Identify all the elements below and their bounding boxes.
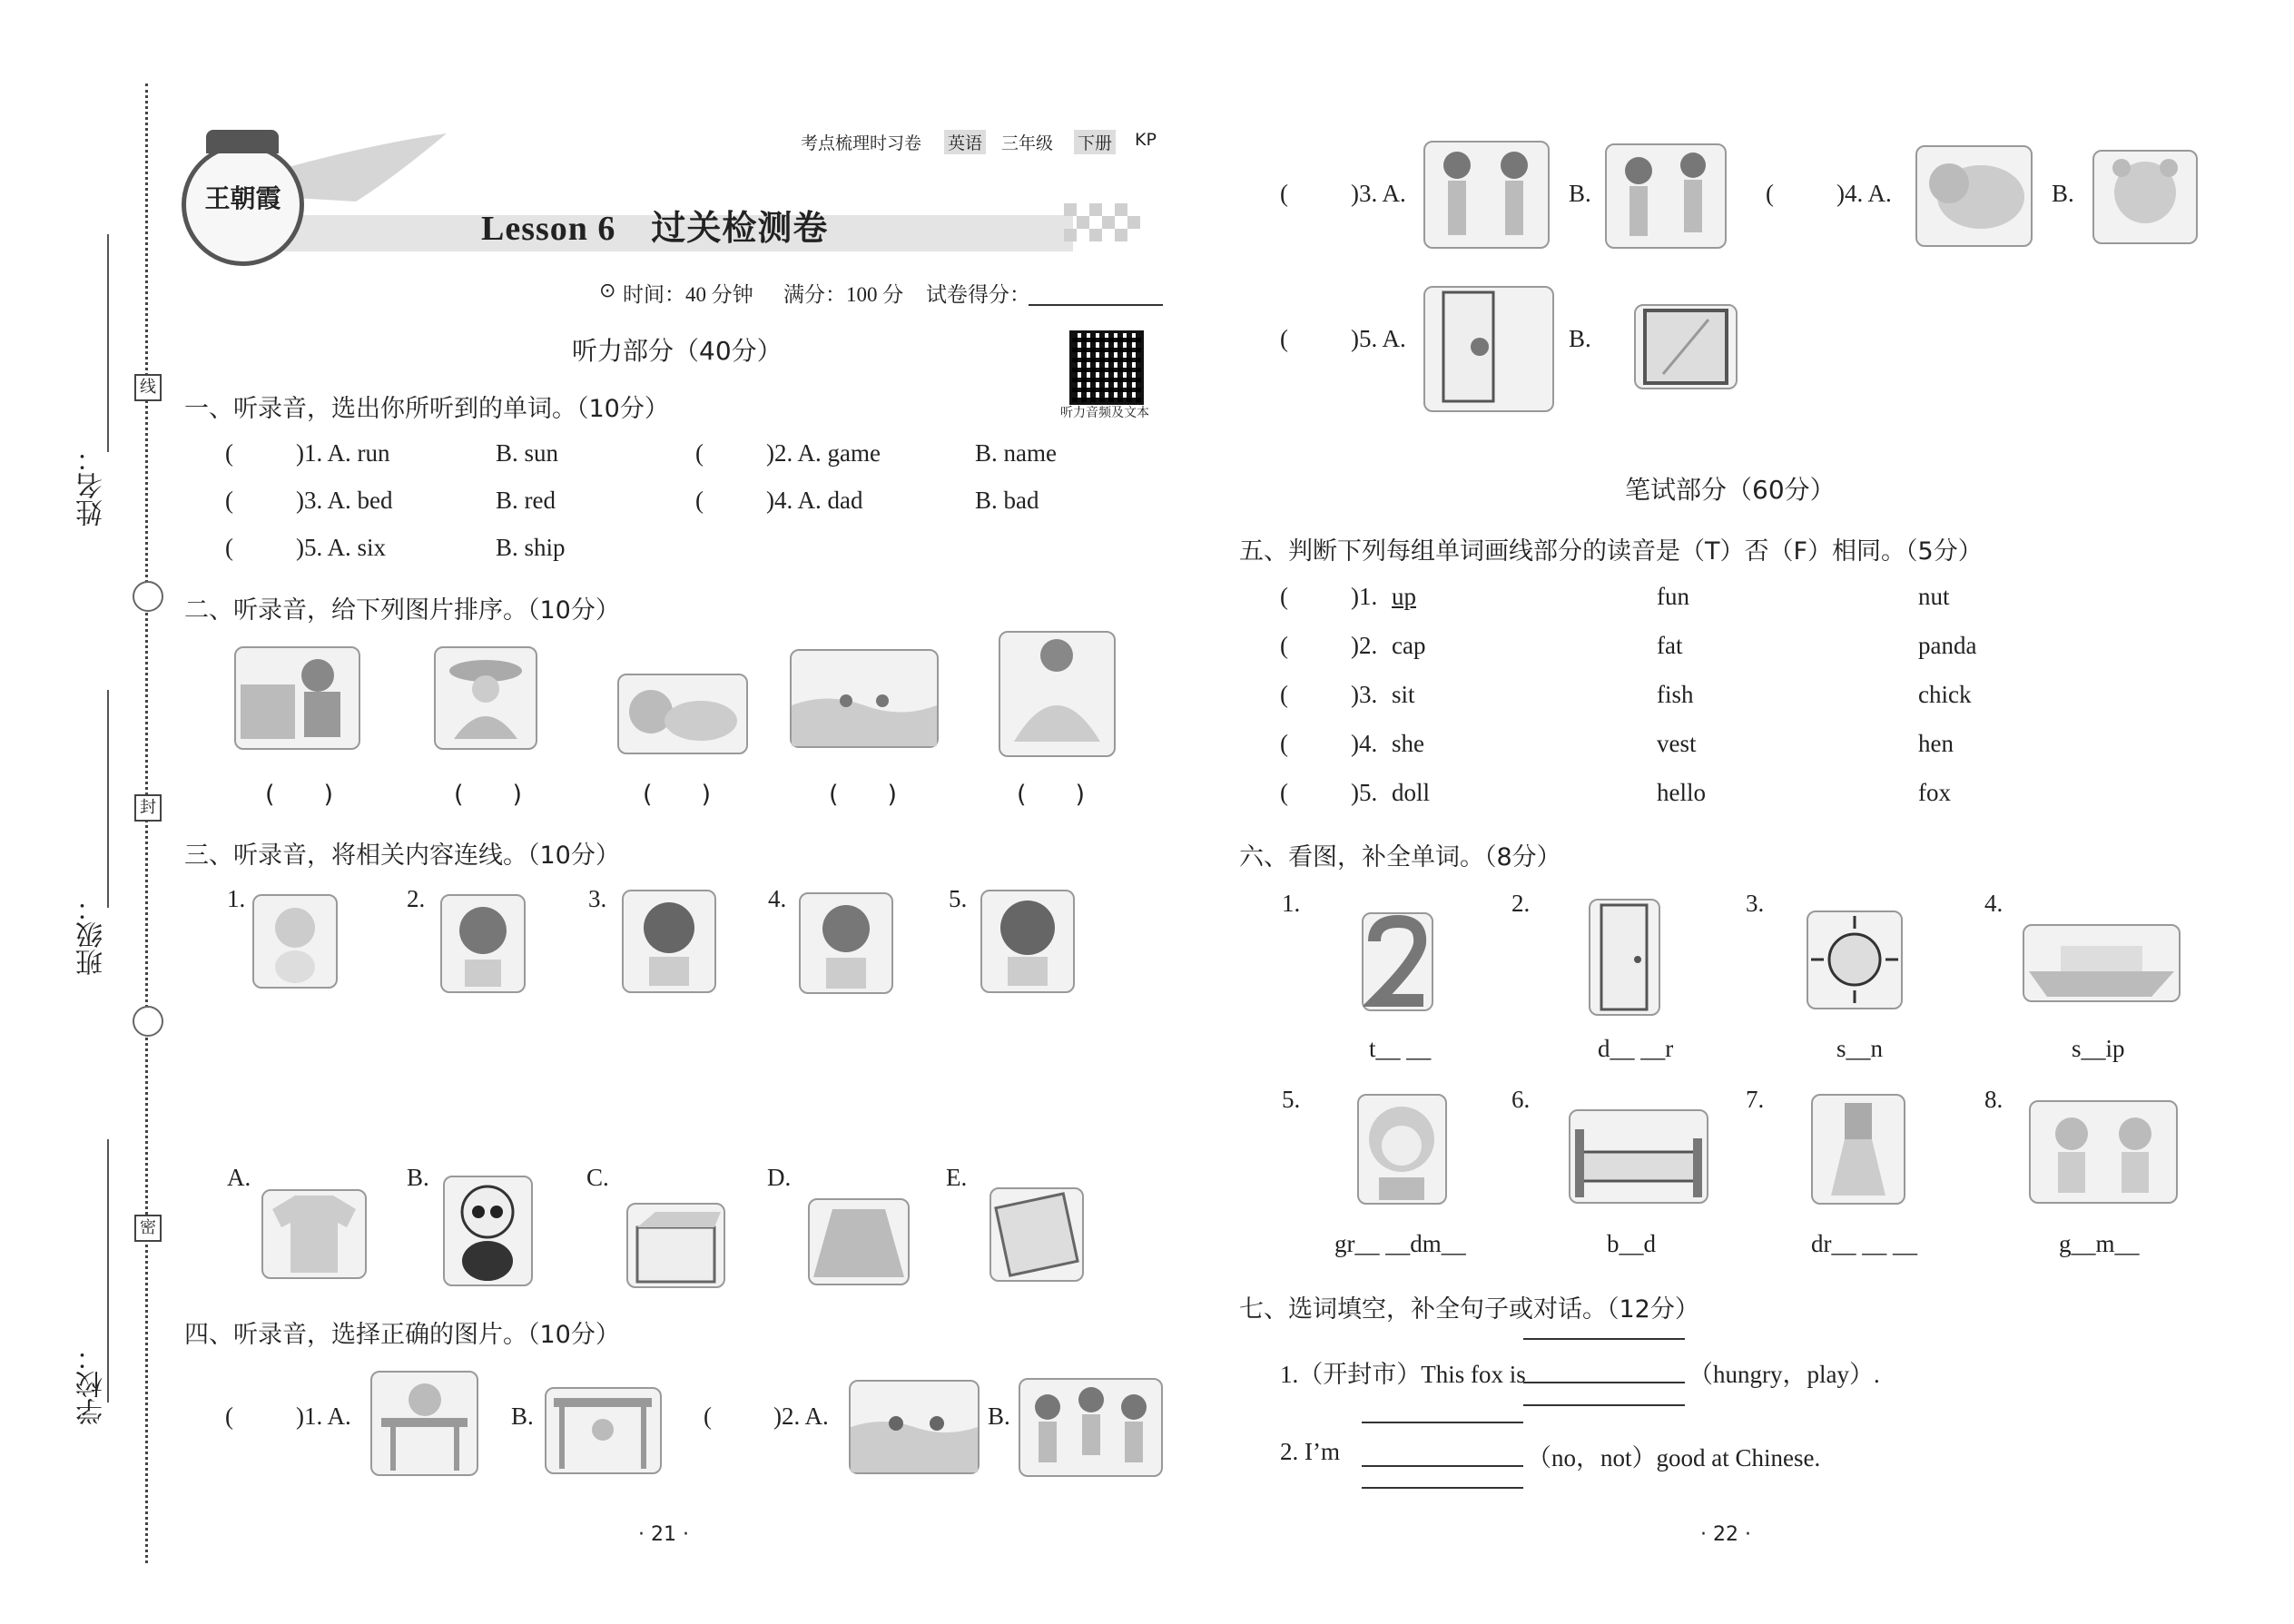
s1-q5-b: B. ship [496,534,566,561]
s6-word-1[interactable]: t__ __ [1369,1035,1432,1062]
s3-top-num-2: 2. [407,885,426,912]
s7-q2-line-top [1362,1422,1523,1423]
s7-q1-answer-blank[interactable] [1523,1382,1685,1383]
s3-bottom-b: B. [407,1164,429,1191]
s6-num-7: 7. [1746,1086,1765,1113]
s3-top-num-5: 5. [949,885,968,912]
s2-paren-4[interactable]: ( ) [829,781,898,809]
s4-q4-paren[interactable]: ( [1766,180,1774,207]
boy1-picture [622,890,716,993]
open-door-picture [1423,286,1554,412]
s4-q4-b: B. [2052,180,2074,207]
s3-top-num-1: 1. [227,885,246,912]
section3-title: 三、听录音，将相关内容连线。（10分） [184,842,620,870]
s4-q3: )3. A. [1351,180,1406,207]
s4-q5-paren[interactable]: ( [1280,325,1288,352]
bed-picture [1569,1109,1708,1204]
s5-row5-num: )5. [1351,779,1378,806]
written-title: 笔试部分（60分） [1625,475,1836,505]
s7-q1-line-bottom [1523,1404,1685,1406]
s6-num-6: 6. [1511,1086,1531,1113]
grade-label: 三年级 [1001,133,1054,153]
panda-picture [443,1176,533,1286]
edition-label: KP [1135,130,1157,150]
cat-picture [252,894,338,989]
page-number-left: · 21 · [638,1523,689,1546]
man-reading-picture [234,646,360,750]
cat-on-desk-picture [370,1371,478,1476]
section1-title: 一、听录音，选出你所听到的单词。（10分） [184,395,669,423]
children-jumping-picture [1019,1378,1163,1477]
class-label: 班级： [76,894,108,976]
s5-row2-word1: cap [1392,632,1426,659]
s5-row5-word1: doll [1392,779,1431,806]
s4-q1: )1. A. [296,1403,351,1430]
s3-top-num-4: 4. [768,885,787,912]
s3-bottom-a: A. [227,1164,251,1191]
clock-icon: ⊙ [599,280,616,302]
s4-q2-paren[interactable]: ( [704,1403,712,1430]
window-picture [1634,304,1738,389]
s5-row4-word3: hen [1918,730,1954,757]
s2-paren-2[interactable]: ( ) [454,781,523,809]
time-label: 时间：40 分钟 [623,283,753,306]
ship-picture [2023,924,2181,1002]
s2-paren-1[interactable]: ( ) [265,781,334,809]
s1-q2-b: B. name [975,439,1057,467]
s5-row1-paren[interactable]: ( [1280,583,1288,610]
woman-in-hat-picture [434,646,537,750]
s5-row1-word1: up [1392,583,1416,610]
s6-word-4[interactable]: s__ip [2072,1035,2125,1062]
door-picture [1589,899,1660,1016]
page-number-right: · 22 · [1700,1523,1751,1546]
s4-q5-b: B. [1569,325,1591,352]
s7-q1-options: （hungry，play）. [1689,1361,1880,1388]
s4-q3-paren[interactable]: ( [1280,180,1288,207]
s5-row5-word3: fox [1918,779,1951,806]
brand-logo [182,143,304,266]
qr-code-icon [1069,330,1144,405]
s6-word-7[interactable]: dr__ __ __ [1811,1230,1917,1257]
s3-bottom-e: E. [946,1164,968,1191]
s5-row2-paren[interactable]: ( [1280,632,1288,659]
s5-row4-num: )4. [1351,730,1378,757]
s7-q2-line-bottom [1362,1487,1523,1489]
section5-title: 五、判断下列每组单词画线部分的读音是（T）否（F）相同。（5分） [1239,537,1983,566]
dress-picture [1811,1094,1905,1205]
s2-paren-5[interactable]: ( ) [1017,781,1086,809]
s1-q4-paren[interactable]: ( [695,487,704,514]
s5-row2-word2: fat [1657,632,1683,659]
s4-q3-b: B. [1569,180,1591,207]
swimming-picture [790,649,939,748]
s5-row3-paren[interactable]: ( [1280,681,1288,708]
bear-picture [2092,150,2198,244]
s7-q2-answer-blank[interactable] [1362,1465,1523,1467]
s6-num-8: 8. [1984,1086,2004,1113]
girl-in-dress-picture [999,631,1116,757]
s7-q1-line-top [1523,1338,1685,1340]
s6-word-2[interactable]: d__ __r [1598,1035,1674,1062]
s3-bottom-d: D. [767,1164,792,1191]
s4-q2-b: B. [988,1403,1010,1430]
s1-q1: )1. A. run [296,439,390,467]
s5-row3-word3: chick [1918,681,1972,708]
s1-q1-b: B. sun [496,439,559,467]
s5-row2-num: )2. [1351,632,1378,659]
s3-top-num-3: 3. [588,885,607,912]
s5-row1-word3: nut [1918,583,1950,610]
s1-q1-paren[interactable]: ( [225,439,233,467]
s5-row3-word1: sit [1392,681,1415,708]
skirt-picture [808,1198,910,1285]
s7-q1-text: 1.（开封市）This fox is [1280,1361,1526,1388]
boy2-picture [799,892,893,994]
two-kids-b-picture [1605,143,1727,249]
s6-word-8[interactable]: g__m__ [2059,1230,2140,1257]
s5-row4-word2: vest [1657,730,1697,757]
s1-q5-paren[interactable]: ( [225,534,233,561]
s6-num-1: 1. [1282,890,1301,917]
s6-num-5: 5. [1282,1086,1301,1113]
s1-q2: )2. A. game [766,439,881,467]
s4-q5: )5. A. [1351,325,1406,352]
binding-hole-icon [133,581,163,612]
s6-num-3: 3. [1746,890,1765,917]
s6-word-5[interactable]: gr__ __dm__ [1334,1230,1466,1257]
girl1-picture [440,894,526,993]
crown-icon [206,130,279,153]
page-title: Lesson 6 过关检测卷 [481,210,829,248]
section2-title: 二、听录音，给下列图片排序。（10分） [184,596,620,625]
cat-under-desk-picture [545,1387,662,1474]
seal-box-mid: 封 [134,794,162,822]
number-two-picture [1362,912,1433,1011]
swimmers-picture [849,1380,980,1474]
s5-row1-word2: fun [1657,583,1689,610]
s5-row1-num: )1. [1351,583,1378,610]
game-picture [2029,1100,2178,1204]
s6-word-6[interactable]: b__d [1607,1230,1656,1257]
school-label: 学校： [76,1343,108,1425]
s4-q2: )2. A. [773,1403,829,1430]
tiger-picture [617,674,748,754]
binding-hole-icon [133,1006,163,1037]
subject-label: 英语 [944,130,986,154]
s6-word-3[interactable]: s__n [1836,1035,1884,1062]
s4-q4: )4. A. [1836,180,1892,207]
s5-row2-word3: panda [1918,632,1977,659]
score-label: 试卷得分： [926,283,1030,306]
section7-title: 七、选词填空，补全句子或对话。（12分） [1239,1295,1699,1324]
s4-q1-b: B. [511,1403,534,1430]
s3-bottom-c: C. [586,1164,609,1191]
s1-q5: )5. A. six [296,534,387,561]
s5-row3-num: )3. [1351,681,1378,708]
logo-text: 王朝霞 [204,183,281,213]
class-line [107,690,109,908]
listening-title: 听力部分（40分） [572,336,783,366]
term-label: 下册 [1074,130,1116,154]
binding-dotted-line [145,84,148,1563]
s5-row5-paren[interactable]: ( [1280,779,1288,806]
s6-num-4: 4. [1984,890,2004,917]
series-label: 考点梳理时习卷 [801,133,922,153]
qr-caption: 听力音频及文本 [1060,406,1149,420]
seal-box-bottom: 密 [134,1215,162,1242]
s4-q1-paren[interactable]: ( [225,1403,233,1430]
sun-picture [1807,910,1903,1009]
elephant-picture [1915,145,2033,247]
s6-num-2: 2. [1511,890,1531,917]
seal-box-top: 线 [134,374,162,401]
section4-title: 四、听录音，选择正确的图片。（10分） [184,1321,620,1349]
girl2-picture [980,890,1075,993]
s7-q2-text: 2. I’m [1280,1438,1340,1465]
s5-row3-word2: fish [1657,681,1694,708]
name-line [107,234,109,452]
s1-q3-b: B. red [496,487,556,514]
s5-row5-word2: hello [1657,779,1706,806]
tshirt-picture [261,1189,367,1279]
s5-row4-paren[interactable]: ( [1280,730,1288,757]
s1-q2-paren[interactable]: ( [695,439,704,467]
s1-q3: )3. A. bed [296,487,393,514]
box-picture [626,1203,725,1288]
s2-paren-3[interactable]: ( ) [643,781,712,809]
s1-q4: )4. A. dad [766,487,863,514]
s7-q2-options: （no，not）good at Chinese. [1527,1444,1821,1471]
name-label: 姓名： [76,445,108,527]
score-blank[interactable] [1029,304,1163,306]
s5-row4-word1: she [1392,730,1424,757]
two-kids-picture [1423,141,1550,249]
grandma-picture [1357,1094,1447,1205]
book-picture [989,1187,1084,1282]
full-score-label: 满分：100 分 [783,283,904,306]
s1-q3-paren[interactable]: ( [225,487,233,514]
s1-q4-b: B. bad [975,487,1039,514]
section6-title: 六、看图，补全单词。（8分） [1239,843,1561,871]
